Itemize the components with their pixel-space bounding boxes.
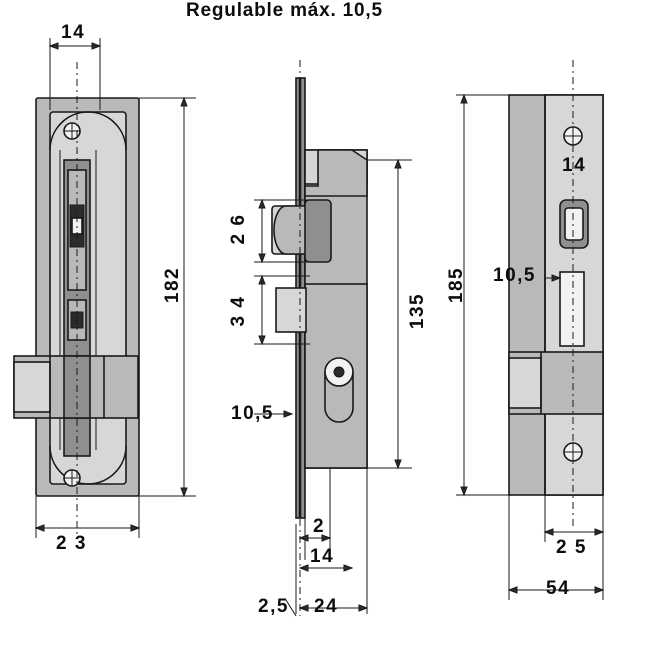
dim-side-total: 135	[407, 292, 428, 330]
dim-side-bottom-right: 24	[314, 596, 339, 617]
drawing-title: Regulable máx. 10,5	[186, 0, 383, 21]
dim-side-bottom-small: 2	[313, 516, 326, 537]
dim-side-middle: 3 4	[228, 295, 249, 327]
rear-view	[509, 60, 603, 530]
dim-rear-plate: 2 5	[556, 537, 587, 558]
dim-front-width-top: 14	[61, 22, 86, 43]
dim-side-bottom-mid: 14	[310, 546, 335, 567]
dim-side-bottom-left: 2,5	[258, 596, 289, 617]
dim-rear-top: 14	[562, 155, 587, 176]
front-view	[14, 62, 139, 534]
dim-side-lower: 10,5	[231, 403, 274, 424]
dim-rear-offset: 10,5	[493, 265, 536, 286]
dim-front-height: 182	[162, 266, 183, 304]
dim-rear-total: 185	[446, 266, 467, 304]
dim-front-width-bottom: 2 3	[56, 533, 87, 554]
dim-rear-width: 54	[546, 578, 571, 599]
dim-side-upper: 2 6	[228, 213, 249, 245]
